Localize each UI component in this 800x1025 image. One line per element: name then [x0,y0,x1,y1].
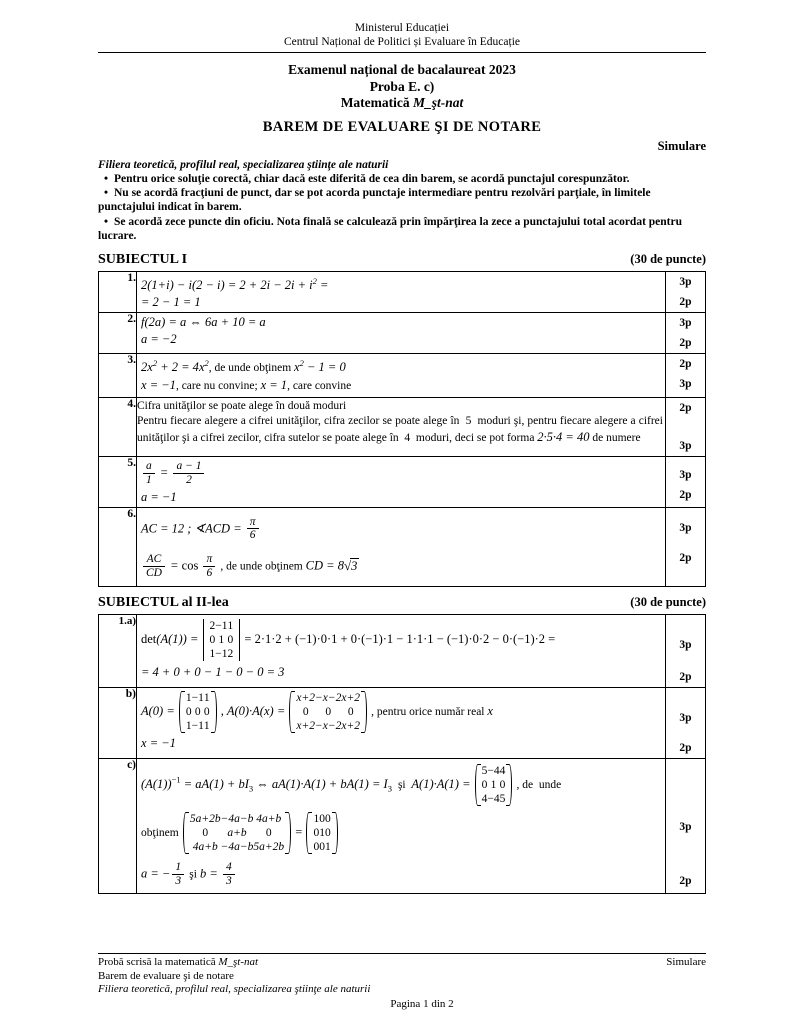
row-content [137,688,666,759]
footer-left-text [98,956,258,970]
bullet-icon: • [103,186,109,199]
row-content [137,271,666,312]
points-value: 3p [679,377,692,390]
subject-2-table [98,614,706,894]
table-row [99,615,706,688]
instruction-text: Pentru orice soluţie corectă, chiar dacă este diferită de cea din barem, se acordă punctajul corespunzător. [114,172,630,185]
points-value: 3p [679,439,692,452]
points-value: 3p [679,639,692,652]
instruction-text: Nu se acordă fracţiuni de punct, dar se pot acorda punctaje intermediare pentru rezolvări parţiale, în limitele punctajului indicat în barem. [98,186,651,214]
table-row [99,507,706,587]
row-points [666,759,706,894]
subject-2-title: SUBIECTUL al II-lea [98,595,229,611]
row-number: 6. [99,507,137,587]
footer-probe-label: Probă scrisă la matematică [98,956,219,968]
row-points [666,615,706,688]
table-row [99,456,706,507]
row-points [666,688,706,759]
row-points [666,456,706,507]
points-value: 2p [679,671,692,684]
row-points [666,271,706,312]
math-line: = 4 + 0 + 0 − 1 − 0 − 0 = 3 [141,665,285,680]
fraction: $\frac{AC}{CD}$ [143,553,165,580]
row-content [137,615,666,688]
text-line: Pentru fiecare alegere a cifrei unităţilor, cifra zecilor se poate alege în 5 moduri şi, pentru fiecare alegere a cifrei unităţilor şi a cifrei zecilor, cifra sutelor se poate alege în 4 moduri, deci se pot forma 2·5·4 = 40 de numere [137,415,663,444]
subject-line [98,95,706,112]
fraction: $\frac{\pi}{6}$ [247,516,259,543]
footer-rule [98,953,706,954]
footer-simulare: Simulare [666,956,706,968]
text-line: Cifra unităţilor se poate alege în două moduri [137,399,347,412]
table-row [99,759,706,894]
row-points [666,312,706,353]
subject-1-heading-row [98,252,706,268]
footer-line-2: Barem de evaluare şi de notare [98,969,234,982]
ministry-line-2: Centrul Național de Politici și Evaluare în Educație [283,35,520,48]
matrix: 5a+2b −4a−b 4a+b 0 a+b 0 4a+b −4a−b 5a+2b [183,812,291,854]
math-line: x = −1, care nu convine; x = 1, care convine [141,378,352,393]
subject-2-points: (30 de puncte) [630,595,706,610]
row-content [137,759,666,894]
row-points [666,397,706,456]
math-line: $\frac{a}{1}$ = $\frac{a - 1}{2}$ [137,457,665,489]
matrix: 1 −1 1 0 0 0 1 −1 1 [179,691,217,733]
identity-matrix: 1 0 0 0 1 0 0 0 1 [306,812,337,854]
row-points [666,507,706,587]
row-content [137,507,666,587]
math-line: = 2 − 1 = 1 [141,294,201,309]
row-number: 4. [99,397,137,456]
determinant-matrix: 2 −1 1 0 1 0 1 −1 2 [203,619,241,661]
bullet-icon: • [103,215,109,228]
row-number: 1.a) [99,615,137,688]
instructions-list [98,172,706,244]
footer-line-3: Filiera teoretică, profilul real, specializarea ştiinţe ale naturii [98,983,371,995]
row-number: 5. [99,456,137,507]
proba-label: Proba E. c) [369,78,435,94]
math-line: a = −2 [141,331,177,346]
obtinem-label: obţinem [141,826,179,839]
table-row [99,397,706,456]
fraction: $\frac{a - 1}{2}$ [173,460,204,487]
math-line: a = −1 [141,489,177,504]
row-content [137,456,666,507]
points-value: 3p [679,521,692,534]
subject-label: Matematică [340,95,414,110]
filiera-line: Filiera teoretică, profilul real, specializarea ştiinţe ale naturii [98,158,389,171]
header-rule [98,52,706,53]
points-value: 2p [679,336,692,349]
ministry-line-1: Ministerul Educației [354,22,450,34]
points-value: 2p [679,295,692,308]
row-number: 2. [99,312,137,353]
fraction: $\frac{1}{3}$ [172,861,184,888]
matrix: x+2 −x−2 x+2 0 0 0 x+2 −x−2 x+2 [289,691,367,733]
sqrt-symbol: √3 [343,557,358,573]
table-row [99,688,706,759]
math-line: $2(1+i) - i(2 - i) = 2 + 2i - 2i + i^2$ = [141,275,329,292]
points-value: 2p [679,551,692,564]
points-value: 2p [679,488,692,501]
row-content [137,353,666,397]
footer-subject-code: M_şt-nat [218,956,259,968]
table-row [99,271,706,312]
matrix: 5 −4 4 0 1 0 4 −4 5 [475,764,513,806]
bullet-icon: • [103,172,109,185]
points-value: 2p [679,875,692,888]
math-line: det(A(1)) = 2 −1 1 0 1 0 1 −1 2 = 2·1·2 + (−1)·0·1 + 0·(−1)·1 − 1·1·1 − (−1)·0·2 − 0·(−1)·2 = [141,620,556,661]
points-value: 2p [679,357,692,370]
document-page [98,0,706,894]
footer-line-1 [98,956,706,970]
math-line: $\frac{AC}{CD}$ = cos $\frac{\pi}{6}$ , de unde obţinem CD = 8√3 [137,547,665,586]
table-row [99,312,706,353]
instruction-text: Se acordă zece puncte din oficiu. Nota finală se calculează prin împărţirea la zece a punctajului total acordat pentru lucrare. [98,215,683,243]
points-value: 3p [679,316,692,329]
simulare-badge: Simulare [657,138,706,153]
points-value: 2p [679,742,692,755]
document-title: BAREM DE EVALUARE ŞI DE NOTARE [262,118,542,135]
fraction: $\frac{a}{1}$ [143,460,155,487]
page-number: Pagina 1 din 2 [390,997,454,1010]
math-line: x = −1 [141,736,176,751]
instruction-item [98,215,706,244]
document-footer [98,953,706,1010]
row-points [666,353,706,397]
exam-title: Examenul național de bacalaureat 2023 [288,62,516,77]
instruction-item [98,186,706,215]
math-line: a = − $\frac{1}{3}$ şi b = $\frac{4}{3}$ [137,856,665,893]
points-value: 3p [679,275,692,288]
fraction: $\frac{4}{3}$ [223,861,235,888]
math-line: obţinem 5a+2b −4a−b 4a+b 0 a+b 0 4a+b −4a−b 5a+2b = 1 0 0 0 1 0 0 0 1 [137,808,665,856]
points-value: 3p [679,821,692,834]
points-value: 3p [679,712,692,725]
math-line: f(2a) = a ⇔ 6a + 10 = a [141,314,266,329]
fraction: $\frac{\pi}{6}$ [203,553,215,580]
row-number: c) [99,759,137,894]
table-row [99,353,706,397]
subject-1-points: (30 de puncte) [630,251,706,266]
points-value: 3p [679,468,692,481]
math-line: $2x^2 + 2 = 4x^2$, de unde obţinem $x^2 - 1 = 0$ [141,357,346,374]
row-number: b) [99,688,137,759]
row-number: 1. [99,271,137,312]
points-value: 2p [679,401,692,414]
instruction-item [98,172,706,186]
title-block [98,62,706,154]
document-header [98,0,706,53]
row-number: 3. [99,353,137,397]
math-line: AC = 12 ; ∢ACD = $\frac{\pi}{6}$ [137,508,665,548]
row-content [137,312,666,353]
math-line: A(0) = 1 −1 1 0 0 0 1 −1 1 , A(0)·A(x) = x+2 −x−2 x+2 0 0 0 x+2 −x−2 x+2 , pentru orice număr real x [141,692,493,733]
math-line: $(A(1))^{-1} = aA(1) + bI_3$ ⇔ $aA(1)\cdot A(1) + bA(1) = I_3$ şi A(1)·A(1) = 5 −4 4 0 1 0 4 −4 5 , de unde [141,765,562,806]
subject-code: M_şt-nat [413,95,464,110]
row-content [137,397,666,456]
subject-1-table [98,271,706,588]
subject-1-title: SUBIECTUL I [98,251,188,267]
subject-2-heading-row [98,595,706,611]
